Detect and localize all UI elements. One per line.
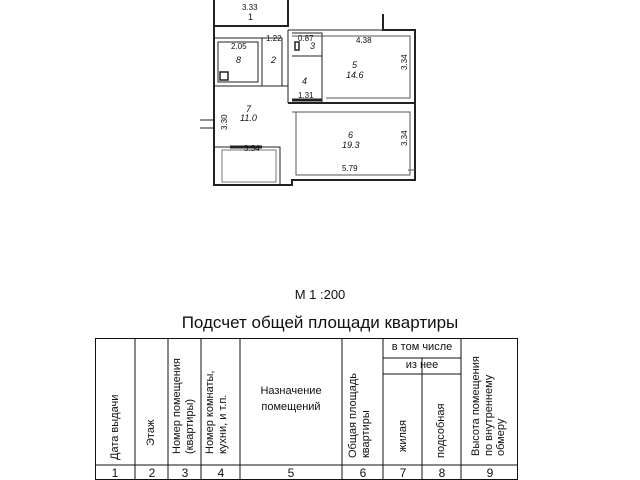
table-title: Подсчет общей площади квартиры (181, 313, 459, 332)
dim-3-34-bottom: 3.34 (244, 144, 260, 153)
header-room-number-line2: кухни, и т.п. (216, 394, 229, 454)
header-ceiling-height-line2: по внутреннему (482, 374, 495, 456)
header-room-number-line1: Номер комнаты, (204, 370, 216, 454)
dim-5-79: 5.79 (342, 164, 358, 173)
room-2-label: 2 (271, 55, 277, 65)
header-premises-number-line2: (квартиры) (183, 398, 196, 454)
column-number-9: 9 (486, 466, 494, 480)
room-4-label: 4 (302, 76, 308, 86)
header-ceiling-height-line3: обмеру (495, 418, 508, 456)
room-8-label: 8 (236, 55, 242, 65)
floor-plan-drawing (0, 0, 640, 200)
column-number-3: 3 (181, 466, 189, 480)
column-number-7: 7 (399, 466, 407, 480)
header-purpose-line1: Назначение (260, 385, 322, 397)
column-number-8: 8 (438, 466, 446, 480)
column-number-2: 2 (148, 466, 156, 480)
header-floor: Этаж (145, 419, 157, 446)
dim-2-05: 2.05 (231, 42, 247, 51)
column-number-5: 5 (287, 466, 295, 480)
dim-3-30: 3.30 (220, 114, 229, 130)
header-ceiling-height-line1: Высота помещения (470, 356, 482, 456)
dim-3-34-a: 3.34 (400, 54, 409, 70)
header-living: жилая (397, 420, 409, 452)
dim-4-38: 4.38 (356, 36, 372, 45)
room-6-area: 19.3 (342, 140, 360, 150)
header-room-number (204, 371, 229, 454)
room-7-area: 11.0 (240, 113, 257, 123)
area-table (95, 338, 518, 480)
room-6-label: 6 (348, 130, 354, 140)
header-purpose-line2: помещений (261, 400, 321, 413)
dim-3-34-b: 3.34 (400, 130, 409, 146)
header-issue-date: Дата выдачи (109, 394, 121, 460)
room-7-label: 7 (246, 104, 252, 114)
header-auxiliary: подсобная (435, 403, 447, 458)
column-number-1: 1 (111, 466, 119, 480)
room-5-label: 5 (352, 60, 358, 70)
room-1-label: 1 (248, 12, 254, 22)
column-number-6: 6 (359, 466, 367, 480)
header-total-area (347, 373, 372, 458)
dim-top: 3.33 (242, 3, 258, 12)
header-total-area-line2: квартиры (359, 410, 372, 458)
dim-1-22: 1.22 (266, 34, 282, 43)
room-5-area: 14.6 (346, 70, 364, 80)
header-premises-number-line1: Номер помещения (171, 358, 183, 454)
column-number-4: 4 (217, 466, 225, 480)
header-ceiling-height (470, 356, 508, 456)
dim-1-31: 1.31 (298, 91, 314, 100)
floor-plan (0, 0, 640, 200)
header-total-area-line1: Общая площадь (347, 373, 359, 458)
header-of-which: из нее (405, 359, 439, 371)
header-premises-number (171, 358, 196, 454)
header-purpose (240, 384, 342, 416)
header-including: в том числе (391, 341, 453, 353)
room-3-label: 3 (310, 41, 316, 51)
scale-label: М 1 :200 (294, 287, 346, 302)
dim-0-87: 0.87 (298, 34, 314, 43)
